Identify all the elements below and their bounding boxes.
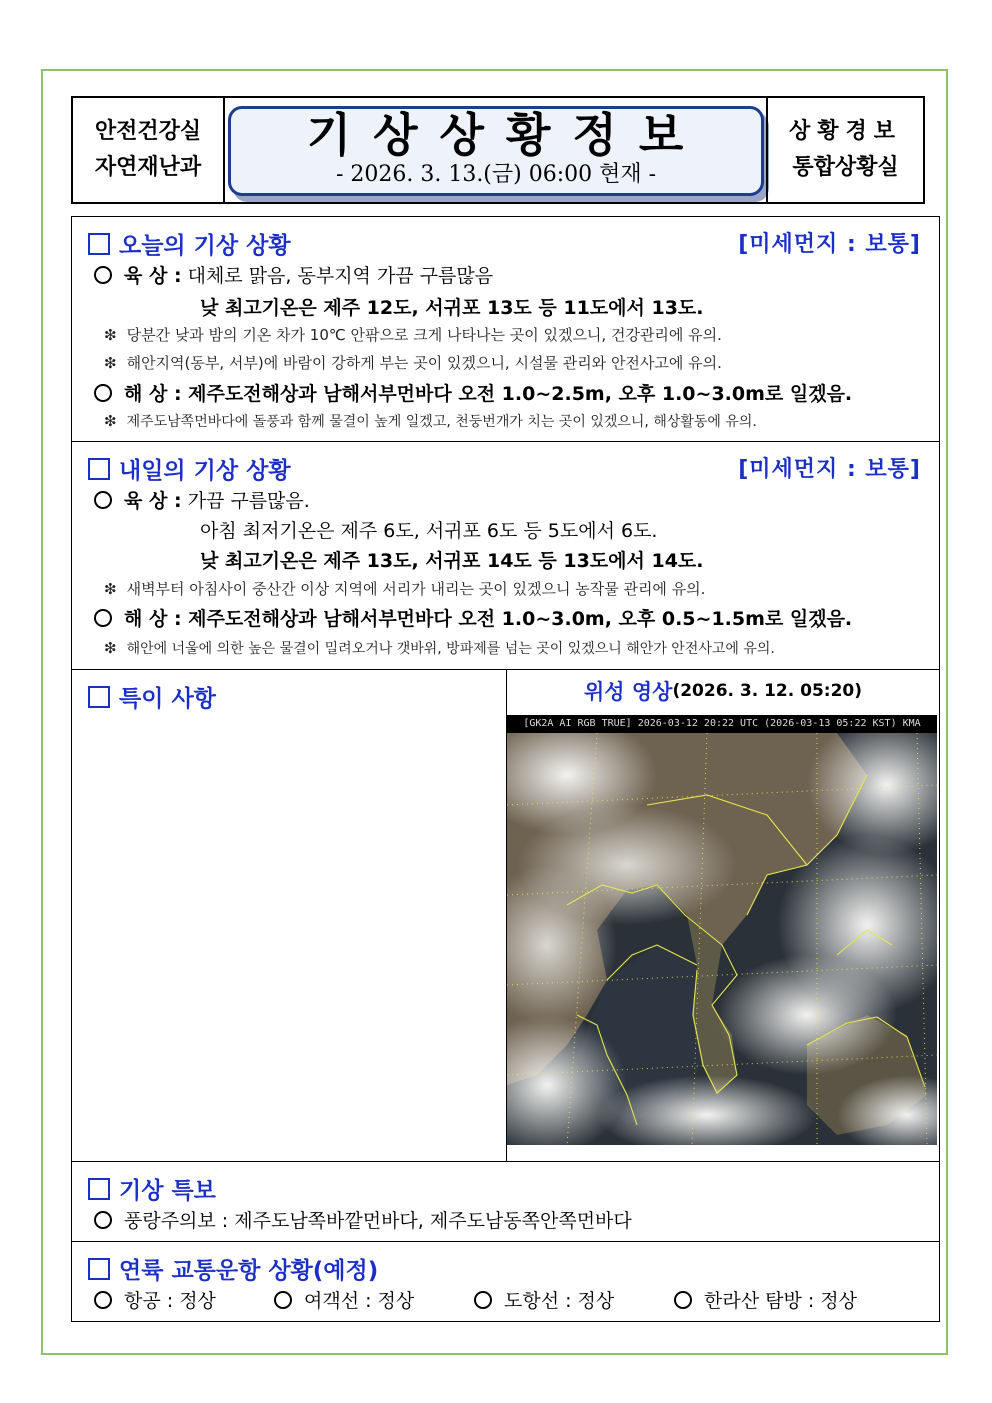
circle-bullet-icon [94, 1211, 112, 1229]
tomorrow-note-1: ❇ 새벽부터 아침사이 중산간 이상 지역에 서리가 내리는 곳이 있겠으니 농작물 관리에 유의. [104, 580, 706, 598]
tomorrow-sea [94, 604, 852, 631]
warnings-heading [88, 1172, 216, 1205]
office-block [766, 98, 923, 202]
today-land-label: 육 상 : [124, 265, 182, 287]
traffic-item-ferry: 여객선 : 정상 [274, 1286, 414, 1313]
tomorrow-land [94, 486, 310, 513]
tomorrow-sea-label: 해 상 : [124, 608, 182, 630]
today-note-2: ❇ 해안지역(동부, 서부)에 바람이 강하게 부는 곳이 있겠으니, 시설물 관리와 안전사고에 유의. [104, 354, 722, 372]
tomorrow-land-label: 육 상 : [124, 490, 182, 512]
tomorrow-sea-text: 제주도전해상과 남해서부먼바다 오전 1.0~3.0m, 오후 0.5~1.5m로 일겠음. [188, 608, 853, 630]
traffic-item-air: 항공 : 정상 [94, 1286, 216, 1313]
today-sea-label: 해 상 : [124, 383, 182, 405]
today-land [94, 261, 493, 288]
today-sea [94, 379, 852, 406]
header [71, 96, 925, 204]
checkbox-icon [88, 1258, 110, 1280]
checkbox-icon [88, 233, 110, 255]
tomorrow-section [71, 442, 940, 670]
circle-bullet-icon [94, 1291, 112, 1309]
today-fine-dust: [미세먼지 : 보통] [738, 232, 921, 257]
special-heading [88, 680, 216, 713]
circle-bullet-icon [474, 1291, 492, 1309]
asterism-icon: ❇ [104, 326, 117, 344]
tomorrow-note-2: ❇ 해안에 너울에 의한 높은 물결이 밀려오거나 갯바위, 방파제를 넘는 곳이 있겠으니 해안가 안전사고에 유의. [104, 639, 775, 657]
tomorrow-heading [88, 452, 291, 485]
office-line2: 통합상황실 [792, 155, 899, 180]
satellite-date: (2026. 3. 12. 05:20) [672, 681, 863, 701]
today-section [71, 216, 940, 442]
traffic-heading [88, 1252, 378, 1285]
department-line2: 자연재난과 [94, 155, 202, 180]
department-block [73, 98, 225, 202]
asterism-icon: ❇ [104, 354, 117, 372]
asterism-icon: ❇ [104, 580, 117, 598]
warnings-heading-text: 기상 특보 [119, 1178, 216, 1204]
satellite-caption: [GK2A AI RGB TRUE] 2026-03-12 20:22 UTC (2026-03-13 05:22 KST) KMA [507, 715, 937, 733]
asterism-icon: ❇ [104, 412, 117, 430]
traffic-heading-text: 연륙 교통운항 상황(예정) [119, 1258, 379, 1284]
today-note-1: ❇ 당분간 낮과 밤의 기온 차가 10℃ 안팎으로 크게 나타나는 곳이 있겠으니, 건강관리에 유의. [104, 326, 722, 344]
tomorrow-land-max-temp: 낮 최고기온은 제주 13도, 서귀포 14도 등 13도에서 14도. [200, 550, 704, 572]
special-heading-text: 특이 사항 [119, 686, 216, 712]
satellite-title [506, 670, 940, 712]
checkbox-icon [88, 686, 110, 708]
checkbox-icon [88, 1178, 110, 1200]
document-date: - 2026. 3. 13.(금) 06:00 현재 - [335, 162, 657, 187]
traffic-section [71, 1242, 940, 1322]
circle-bullet-icon [94, 266, 112, 284]
circle-bullet-icon [94, 384, 112, 402]
circle-bullet-icon [674, 1291, 692, 1309]
traffic-item-hallasan: 한라산 탐방 : 정상 [674, 1286, 857, 1313]
tomorrow-land-min-temp: 아침 최저기온은 제주 6도, 서귀포 6도 등 5도에서 6도. [200, 520, 658, 542]
asterism-icon: ❇ [104, 639, 117, 657]
document-title: 기상상황정보 [306, 108, 706, 162]
tomorrow-land-text: 가끔 구름많음. [187, 490, 310, 512]
tomorrow-fine-dust: [미세먼지 : 보통] [738, 457, 921, 482]
today-heading-text: 오늘의 기상 상황 [119, 233, 291, 259]
satellite-title-text: 위성 영상 [583, 680, 673, 704]
today-land-temp: 낮 최고기온은 제주 12도, 서귀포 13도 등 11도에서 13도. [200, 297, 704, 319]
title-box [228, 106, 764, 196]
today-land-text: 대체로 맑음, 동부지역 가끔 구름많음 [187, 265, 494, 287]
office-line1: 상황경보 [788, 119, 902, 144]
checkbox-icon [88, 458, 110, 480]
circle-bullet-icon [274, 1291, 292, 1309]
warnings-section [71, 1162, 940, 1242]
today-heading [88, 227, 291, 260]
today-note-3: ❇ 제주도남쪽먼바다에 돌풍과 함께 물결이 높게 일겠고, 천둥번개가 치는 곳이 있겠으니, 해상활동에 유의. [104, 412, 757, 430]
circle-bullet-icon [94, 609, 112, 627]
satellite-image [507, 715, 937, 1145]
warning-item: 풍랑주의보 : 제주도남쪽바깥먼바다, 제주도남동쪽안쪽먼바다 [94, 1206, 632, 1233]
circle-bullet-icon [94, 491, 112, 509]
department-line1: 안전건강실 [94, 119, 202, 144]
traffic-item-island-ferry: 도항선 : 정상 [474, 1286, 614, 1313]
today-sea-text: 제주도전해상과 남해서부먼바다 오전 1.0~2.5m, 오후 1.0~3.0m로 일겠음. [188, 383, 853, 405]
satellite-map-graphic [507, 715, 937, 1145]
tomorrow-heading-text: 내일의 기상 상황 [119, 458, 291, 484]
